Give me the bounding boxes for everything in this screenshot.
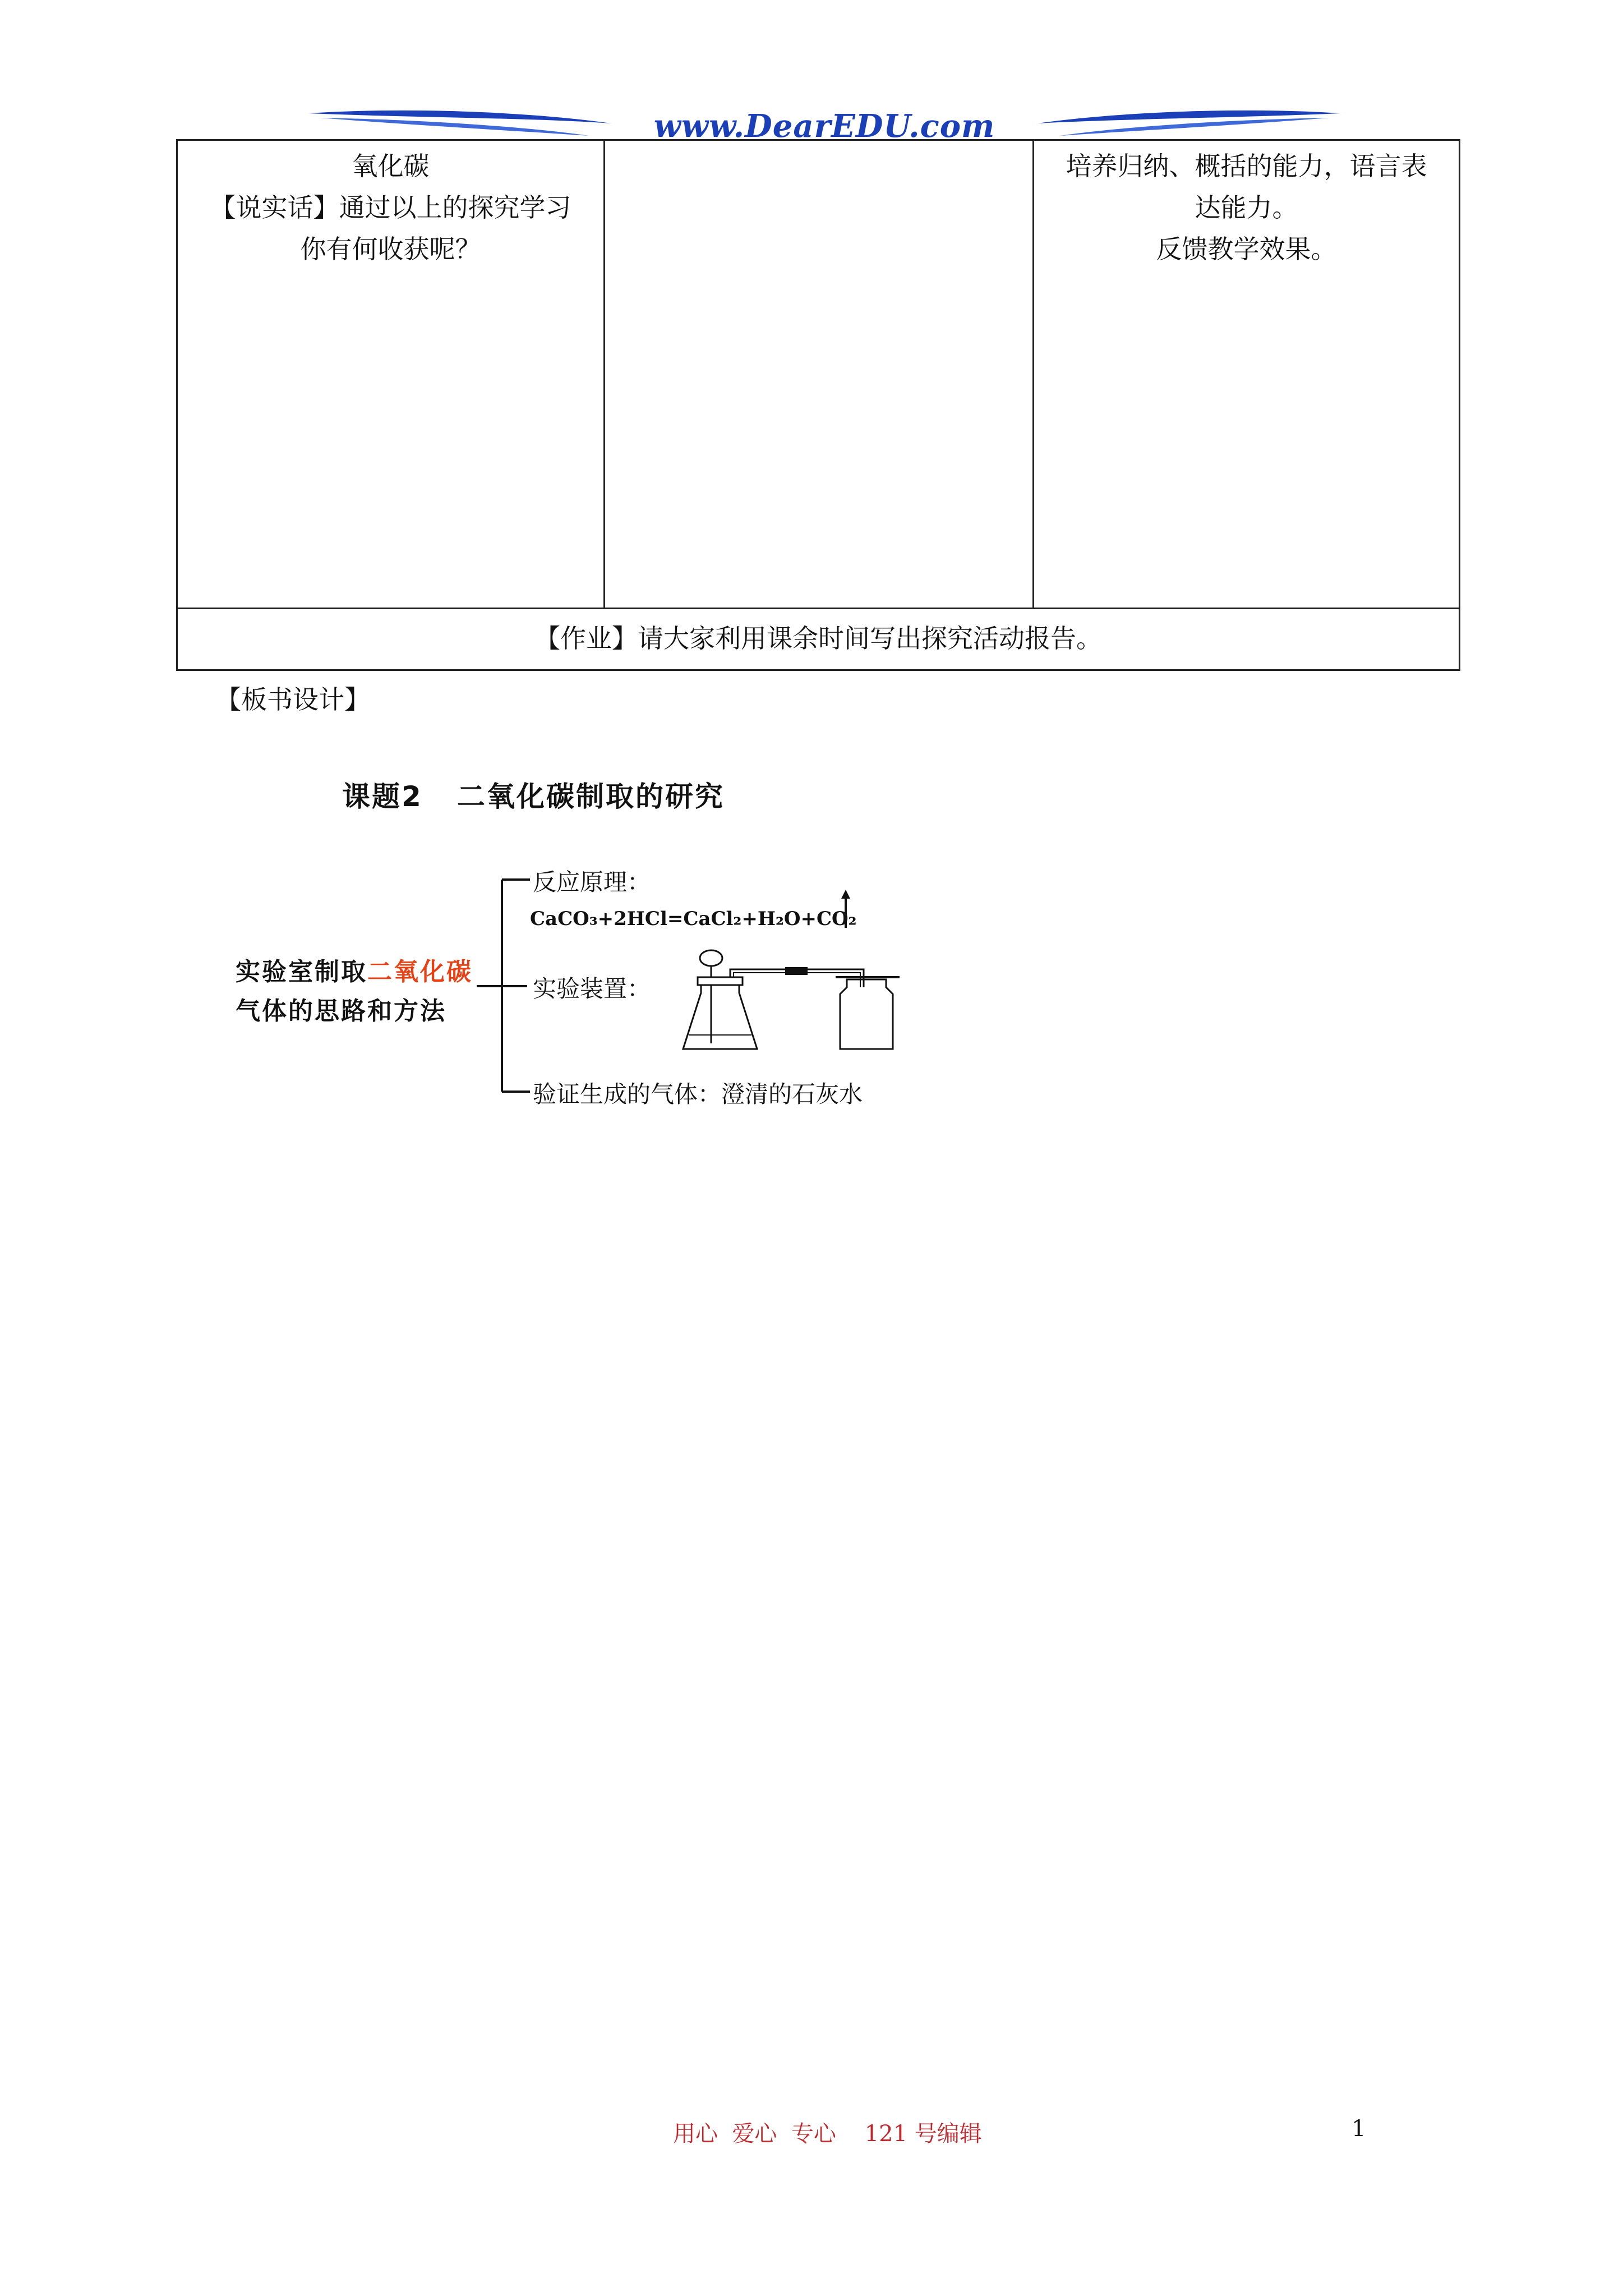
cell-line: 氧化碳 bbox=[352, 151, 430, 181]
homework-row: 【作业】请大家利用课余时间写出探究活动报告。 bbox=[534, 623, 1102, 654]
table-cell-intent bbox=[1034, 141, 1459, 608]
table-cell-student bbox=[605, 141, 1034, 608]
reaction-equation: CaCO₃+2HCl=CaCl₂+H₂O+CO₂ bbox=[530, 908, 857, 930]
cell-line: 达能力。 bbox=[1195, 192, 1298, 223]
logo-text: www.DearEDU.com bbox=[653, 108, 995, 145]
table-cell-activity bbox=[178, 141, 605, 608]
lab-apparatus-drawing bbox=[679, 942, 920, 1055]
lesson-table bbox=[176, 139, 1460, 671]
cell-line: 【说实话】通过以上的探究学习 bbox=[210, 192, 571, 223]
branch-verify-gas: 验证生成的气体：澄清的石灰水 bbox=[533, 1080, 863, 1108]
main-label-accent: 二氧化碳 bbox=[367, 958, 473, 986]
main-label-prefix: 实验室制取 bbox=[236, 958, 367, 986]
board-title: 课题2 二氧化碳制取的研究 bbox=[342, 780, 725, 813]
branch-reaction-principle: 反应原理： bbox=[533, 868, 651, 896]
cell-line: 反馈教学效果。 bbox=[1156, 234, 1337, 264]
board-main-label bbox=[236, 953, 473, 1031]
cell-line: 培养归纳、概括的能力，语言表 bbox=[1066, 151, 1427, 181]
branch-apparatus: 实验装置： bbox=[533, 975, 651, 1002]
board-design-figure bbox=[224, 774, 920, 1122]
cell-line: 你有何收获呢？ bbox=[300, 234, 481, 264]
page-number: 1 bbox=[1352, 2116, 1366, 2142]
table-row bbox=[178, 141, 1459, 609]
footer-text: 用心 爱心 专心 121 号编辑 bbox=[673, 2121, 982, 2147]
main-label-line2: 气体的思路和方法 bbox=[236, 997, 446, 1025]
board-design-label: 【板书设计】 bbox=[215, 684, 370, 715]
